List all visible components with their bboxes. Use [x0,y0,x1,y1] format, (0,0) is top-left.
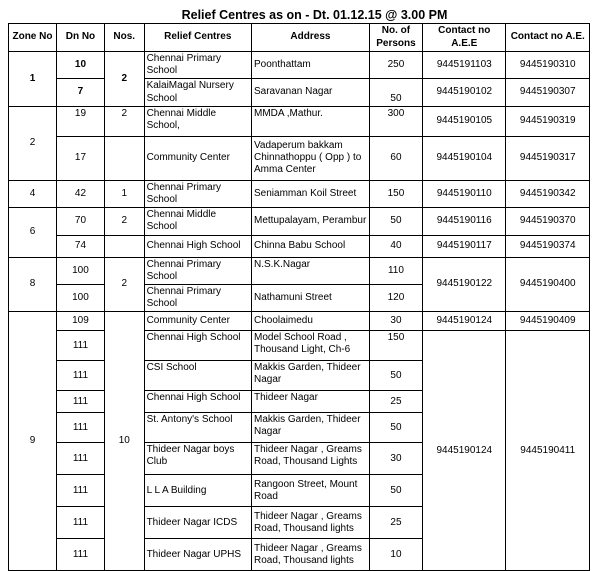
aee-cell: 9445190110 [423,180,506,207]
header-aee: Contact no A.E.E [423,24,506,52]
centre-cell: L L A Building [144,475,251,507]
dn-cell: 111 [56,475,104,507]
dn-cell: 19 [56,106,104,136]
centre-cell: Chennai Middle School [144,208,251,235]
aee-cell: 9445191103 [423,52,506,79]
zone-cell: 8 [9,257,57,312]
table-row [9,257,590,284]
centre-cell: Chennai High School [144,235,251,257]
persons-cell: 30 [369,443,422,475]
table-row [9,208,590,235]
centre-cell: Community Center [144,136,251,180]
ae-cell: 9445190409 [506,312,590,331]
dn-cell: 111 [56,331,104,361]
table-row [9,331,590,361]
ae-cell: 9445190370 [506,208,590,235]
dn-cell: 74 [56,235,104,257]
centre-cell: Thideer Nagar boys Club [144,443,251,475]
persons-cell: 50 [369,208,422,235]
ae-cell: 9445190310 [506,52,590,79]
dn-cell: 70 [56,208,104,235]
table-row [9,180,590,207]
dn-cell: 111 [56,361,104,391]
persons-cell: 110 [369,257,422,284]
address-cell: Chinna Babu School [252,235,370,257]
dn-cell: 100 [56,257,104,284]
centre-cell: CSI School [144,361,251,391]
dn-cell: 111 [56,391,104,413]
page-title: Relief Centres as on - Dt. 01.12.15 @ 3.00 PM [181,8,448,22]
aee-cell: 9445190102 [423,79,506,106]
address-cell: Vadaperum bakkam Chinnathoppu ( Opp ) to Amma Center [252,136,370,180]
nos-cell-empty [104,235,144,257]
persons-cell: 150 [369,331,422,361]
persons-cell: 50 [369,475,422,507]
header-centres: Relief Centres [144,24,251,52]
table-row [9,136,590,180]
header-persons: No. of Persons [369,24,422,52]
persons-cell: 60 [369,136,422,180]
persons-cell: 300 [369,106,422,136]
persons-cell: 25 [369,391,422,413]
address-cell: N.S.K.Nagar [252,257,370,284]
centre-cell: Chennai Middle School, [144,106,251,136]
dn-cell: 109 [56,312,104,331]
address-cell: Thideer Nagar [252,391,370,413]
address-cell: MMDA ,Mathur. [252,106,370,136]
header-nos: Nos. [104,24,144,52]
centre-cell: Chennai High School [144,331,251,361]
centre-cell: Thideer Nagar ICDS [144,507,251,539]
address-cell: Nathamuni Street [252,284,370,311]
centre-cell: Chennai High School [144,391,251,413]
zone-cell: 9 [9,312,57,571]
nos-cell: 2 [104,208,144,235]
persons-cell: 250 [369,52,422,79]
ae-cell: 9445190374 [506,235,590,257]
dn-cell: 17 [56,136,104,180]
dn-cell: 10 [56,52,104,79]
dn-cell: 7 [56,79,104,106]
persons-cell: 150 [369,180,422,207]
table-row [9,235,590,257]
aee-cell: 9445190122 [423,257,506,312]
table-row [9,52,590,79]
address-cell: Thideer Nagar , Greams Road, Thousand Lights [252,443,370,475]
nos-cell: 10 [104,312,144,571]
ae-cell: 9445190400 [506,257,590,312]
persons-cell: 25 [369,507,422,539]
persons-cell: 30 [369,312,422,331]
dn-cell: 111 [56,539,104,571]
header-row [9,24,590,52]
centre-cell: Chennai Primary School [144,257,251,284]
centre-cell: St. Antony's School [144,413,251,443]
dn-cell: 111 [56,413,104,443]
address-cell: Choolaimedu [252,312,370,331]
centre-cell: Community Center [144,312,251,331]
aee-cell: 9445190105 [423,106,506,136]
dn-cell: 111 [56,507,104,539]
ae-cell: 9445190342 [506,180,590,207]
nos-cell-empty [104,136,144,180]
ae-cell: 9445190317 [506,136,590,180]
persons-cell: 40 [369,235,422,257]
aee-cell: 9445190124 [423,312,506,331]
dn-cell: 42 [56,180,104,207]
centre-cell: Chennai Primary School [144,180,251,207]
address-cell: Seniamman Koil Street [252,180,370,207]
dn-cell: 100 [56,284,104,311]
ae-cell: 9445190411 [506,331,590,571]
persons-cell: 120 [369,284,422,311]
address-cell: Makkis Garden, Thideer Nagar [252,413,370,443]
table-row [9,79,590,106]
table-row [9,106,590,136]
zone-cell: 4 [9,180,57,207]
header-zone: Zone No [9,24,57,52]
table-row [9,312,590,331]
persons-cell: 50 [369,413,422,443]
centre-cell: Thideer Nagar UPHS [144,539,251,571]
zone-cell: 6 [9,208,57,257]
centre-cell: KalaiMagal Nursery School [144,79,251,106]
aee-cell: 9445190117 [423,235,506,257]
aee-cell: 9445190104 [423,136,506,180]
ae-cell: 9445190319 [506,106,590,136]
zone-cell: 1 [9,52,57,107]
nos-cell: 1 [104,180,144,207]
persons-cell: 50 [369,361,422,391]
address-cell: Model School Road , Thousand Light, Ch-6 [252,331,370,361]
address-cell: Rangoon Street, Mount Road [252,475,370,507]
header-address: Address [252,24,370,52]
address-cell: Poonthattam [252,52,370,79]
centre-cell: Chennai Primary School [144,52,251,79]
persons-cell: 10 [369,539,422,571]
address-cell: Makkis Garden, Thideer Nagar [252,361,370,391]
relief-centres-table [8,23,590,571]
address-cell: Saravanan Nagar [252,79,370,106]
centre-cell: Chennai Primary School [144,284,251,311]
aee-cell: 9445190116 [423,208,506,235]
aee-cell: 9445190124 [423,331,506,571]
header-ae: Contact no A.E. [506,24,590,52]
address-cell: Thideer Nagar , Greams Road, Thousand lights [252,507,370,539]
header-dn: Dn No [56,24,104,52]
dn-cell: 111 [56,443,104,475]
nos-cell: 2 [104,257,144,312]
persons-cell: 50 [369,79,422,106]
address-cell: Thideer Nagar , Greams Road, Thousand lights [252,539,370,571]
address-cell: Mettupalayam, Perambur [252,208,370,235]
nos-cell: 2 [104,106,144,136]
ae-cell: 9445190307 [506,79,590,106]
zone-cell: 2 [9,106,57,180]
nos-cell: 2 [104,52,144,107]
